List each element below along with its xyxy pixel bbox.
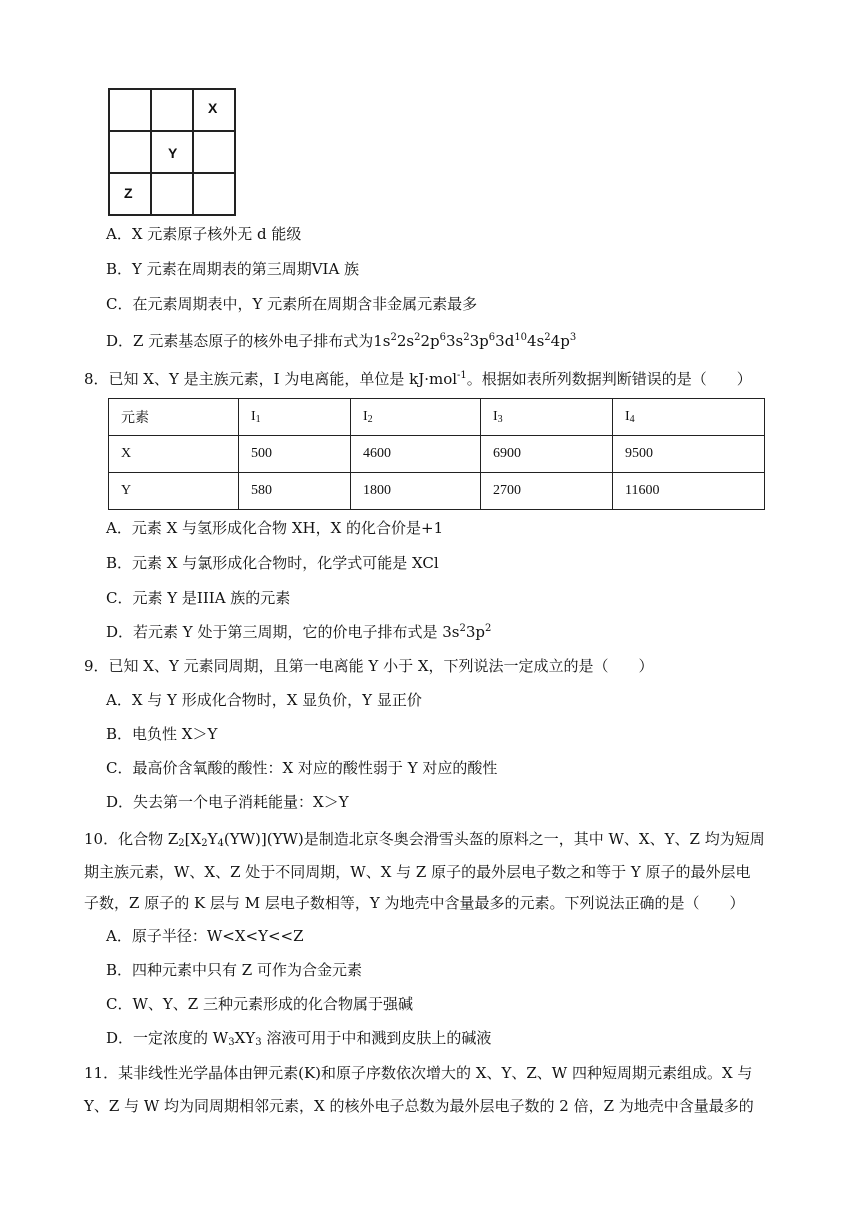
q9-option-c: C．最高价含氧酸的酸性：X 对应的酸性弱于 Y 对应的酸性 [106, 759, 498, 777]
header-subscript: 4 [629, 414, 635, 425]
orbital-electron-count: 3 [569, 332, 577, 343]
table-cell: 9500 [613, 436, 765, 473]
q10-option-d [106, 1028, 491, 1048]
q10-option-d-text2: XY [234, 1029, 256, 1047]
q7-option-d-text: D．Z 元素基态原子的核外电子排布式为 [106, 332, 374, 350]
superscript: 2 [485, 623, 492, 634]
q8-stem [84, 369, 752, 389]
table-header-cell [351, 399, 481, 436]
subscript: 2 [178, 838, 185, 849]
grid-cell [109, 89, 151, 131]
table-header-cell [613, 399, 765, 436]
q8-stem-text-end: 。根据如表所列数据判断错误的是（ ） [466, 370, 752, 388]
q10-option-b: B．四种元素中只有 Z 可作为合金元素 [106, 961, 362, 979]
q10-option-c: C．W、Y、Z 三种元素形成的化合物属于强碱 [106, 995, 413, 1013]
table-cell: 4600 [351, 436, 481, 473]
orbital-electron-count: 6 [488, 332, 496, 343]
table-row [109, 436, 765, 473]
q10-option-a: A．原子半径：W<X<Y<<Z [106, 927, 304, 945]
q9-option-a: A．X 与 Y 形成化合物时，X 显负价，Y 显正价 [106, 691, 422, 709]
header-label: 元素 [121, 411, 149, 426]
q8-option-c: C．元素 Y 是IIIA 族的元素 [106, 589, 291, 607]
table-cell: 1800 [351, 473, 481, 510]
q9-option-d: D．失去第一个电子消耗能量：X＞Y [106, 793, 349, 811]
superscript: 2 [459, 623, 466, 634]
subscript: 3 [255, 1037, 262, 1048]
q10-text: [X [184, 830, 202, 848]
table-row [109, 473, 765, 510]
grid-cell-y [151, 131, 193, 173]
subscript: 4 [217, 838, 224, 849]
q10-stem-line1 [84, 829, 765, 849]
table-cell: 11600 [613, 473, 765, 510]
q9-stem: 9．已知 X、Y 元素同周期，且第一电离能 Y 小于 X，下列说法一定成立的是（ ） [84, 657, 654, 675]
q8-option-d [106, 622, 491, 642]
q10-text: 10．化合物 Z [84, 830, 179, 848]
header-label: I [493, 409, 498, 424]
orbital: 2p [420, 332, 440, 350]
orbital-electron-count: 10 [514, 332, 528, 343]
orbital: 2s [396, 332, 415, 350]
grid-cell [151, 89, 193, 131]
q7-option-c: C．在元素周期表中，Y 元素所在周期含非金属元素最多 [106, 295, 478, 313]
header-subscript: 3 [497, 414, 503, 425]
grid-label-y: Y [168, 145, 178, 161]
subscript: 3 [228, 1037, 235, 1048]
q8-option-a: A．元素 X 与氢形成化合物 XH，X 的化合价是+1 [106, 519, 444, 537]
table-cell: 6900 [481, 436, 613, 473]
grid-cell [193, 173, 235, 215]
q7-option-b: B．Y 元素在周期表的第三周期VIA 族 [106, 260, 360, 278]
electron-configuration [373, 332, 576, 350]
q7-option-a: A．X 元素原子核外无 d 能级 [106, 225, 302, 243]
grid-cell [151, 173, 193, 215]
header-label: I [625, 409, 630, 424]
ionization-energy-table [108, 398, 765, 510]
orbital-electron-count: 6 [439, 332, 446, 343]
table-header-cell [109, 399, 239, 436]
grid-label-z: Z [124, 185, 133, 201]
grid-cell-x [193, 89, 235, 131]
q10-stem-line2: 期主族元素，W、X、Z 处于不同周期，W、X 与 Z 原子的最外层电子数之和等于 Y 原子的最外层电 [84, 863, 751, 881]
orbital-electron-count: 2 [544, 332, 551, 343]
q11-stem-line2: Y、Z 与 W 均为同周期相邻元素，X 的核外电子总数为最外层电子数的 2 倍，Z 为地壳中含量最多的 [84, 1097, 754, 1115]
table-header-row [109, 399, 765, 436]
orbital-electron-count: 2 [414, 332, 421, 343]
q8-option-d-text: D．若元素 Y 处于第三周期，它的价电子排布式是 3s [106, 623, 460, 641]
table-cell: 500 [239, 436, 351, 473]
table-cell: X [109, 436, 239, 473]
grid-cell-z [109, 173, 151, 215]
q11-stem-line1: 11．某非线性光学晶体由钾元素(K)和原子序数依次增大的 X、Y、Z、W 四种短周期元素组成。X 与 [84, 1064, 753, 1082]
grid-cell [193, 131, 235, 173]
grid-label-x: X [208, 100, 218, 116]
element-position-grid [108, 88, 236, 216]
table-header-cell [481, 399, 613, 436]
q10-option-d-text3: 溶液可用于中和溅到皮肤上的碱液 [261, 1029, 492, 1047]
q8-option-d-text2: 3p [465, 623, 486, 641]
q7-option-d [106, 331, 576, 351]
orbital: 3d [495, 332, 515, 350]
header-subscript: 1 [255, 414, 261, 425]
orbital-electron-count: 2 [390, 332, 397, 343]
header-subscript: 2 [367, 414, 373, 425]
orbital: 4p [550, 332, 570, 350]
q9-option-b: B．电负性 X＞Y [106, 725, 218, 743]
q10-stem-line3: 子数，Z 原子的 K 层与 M 层电子数相等，Y 为地壳中含量最多的元素。下列说法正确的是（ ） [84, 894, 745, 912]
grid-cell [109, 131, 151, 173]
q8-stem-text: 8．已知 X、Y 是主族元素，I 为电离能，单位是 kJ·mol [84, 370, 458, 388]
q10-text: (YW)](YW)是制造北京冬奥会滑雪头盔的原料之一，其中 W、X、Y、Z 均为短周 [223, 830, 765, 848]
subscript: 2 [201, 838, 208, 849]
table-cell: 2700 [481, 473, 613, 510]
q8-unit-exponent: -1 [457, 370, 467, 381]
q10-option-d-text: D．一定浓度的 W [106, 1029, 229, 1047]
table-cell: 580 [239, 473, 351, 510]
orbital: 3s [446, 332, 464, 350]
header-label: I [251, 409, 256, 424]
q8-option-b: B．元素 X 与氯形成化合物时，化学式可能是 XCl [106, 554, 439, 572]
table-header-cell [239, 399, 351, 436]
orbital: 4s [527, 332, 545, 350]
header-label: I [363, 409, 368, 424]
orbital: 1s [373, 332, 391, 350]
table-cell: Y [109, 473, 239, 510]
q10-text: Y [207, 830, 218, 848]
orbital: 3p [469, 332, 489, 350]
orbital-electron-count: 2 [463, 332, 470, 343]
